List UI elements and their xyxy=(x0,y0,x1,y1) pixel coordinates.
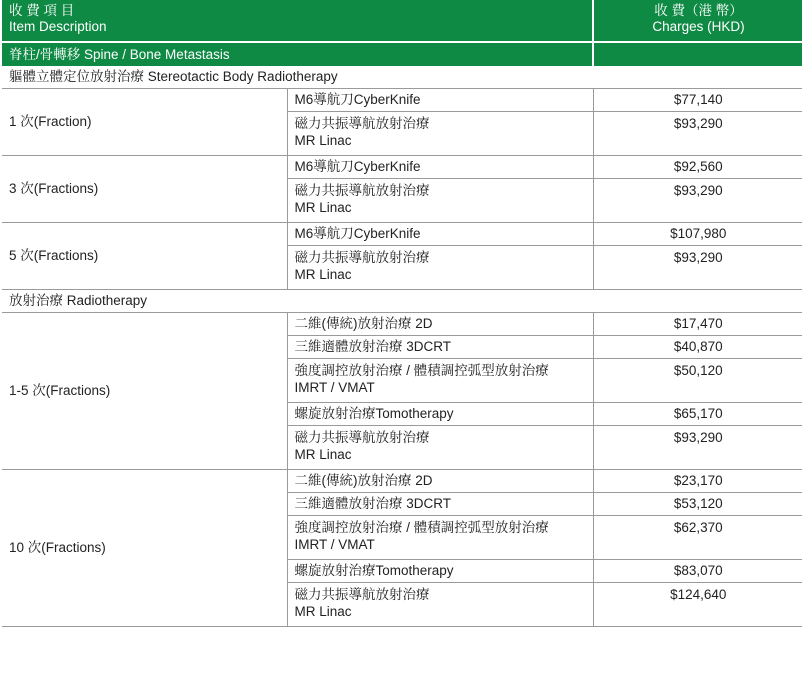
treatment-name xyxy=(287,493,593,516)
treatment-name xyxy=(287,583,593,627)
table-header xyxy=(2,0,802,42)
treatment-name-line: 磁力共振導航放射治療 xyxy=(294,250,430,265)
table-row xyxy=(2,223,802,246)
treatment-name-line: MR Linac xyxy=(294,447,352,462)
treatment-name-line: M6導航刀CyberKnife xyxy=(294,92,421,107)
treatment-name-line: M6導航刀CyberKnife xyxy=(294,159,421,174)
treatment-name-line: MR Linac xyxy=(294,133,352,148)
section-row xyxy=(2,66,802,89)
treatment-name-line: 磁力共振導航放射治療 xyxy=(294,587,430,602)
item-description-zh: 收 費 項 目 xyxy=(9,3,75,18)
charges-en: Charges (HKD) xyxy=(652,19,745,34)
category-title: 脊柱/骨轉移 Spine / Bone Metastasis xyxy=(2,42,593,66)
price-value: $62,370 xyxy=(593,516,802,560)
charges-table xyxy=(2,0,802,627)
treatment-name-line: MR Linac xyxy=(294,267,352,282)
treatment-name xyxy=(287,313,593,336)
treatment-name-line: 磁力共振導航放射治療 xyxy=(294,183,430,198)
price-value: $124,640 xyxy=(593,583,802,627)
table-row xyxy=(2,89,802,112)
treatment-name-line: MR Linac xyxy=(294,200,352,215)
treatment-name-line: M6導航刀CyberKnife xyxy=(294,226,421,241)
price-value: $23,170 xyxy=(593,470,802,493)
treatment-name xyxy=(287,359,593,403)
price-value: $40,870 xyxy=(593,336,802,359)
price-value: $92,560 xyxy=(593,156,802,179)
treatment-name xyxy=(287,156,593,179)
treatment-name-line: 二維(傳統)放射治療 2D xyxy=(294,473,433,488)
fraction-label: 5 次(Fractions) xyxy=(2,223,287,290)
treatment-name-line: 磁力共振導航放射治療 xyxy=(294,430,430,445)
charges-header xyxy=(593,0,802,42)
category-row xyxy=(2,42,802,66)
treatment-name xyxy=(287,560,593,583)
price-value: $93,290 xyxy=(593,246,802,290)
treatment-name xyxy=(287,426,593,470)
treatment-name xyxy=(287,403,593,426)
treatment-name xyxy=(287,336,593,359)
table-row xyxy=(2,313,802,336)
treatment-name-line: 螺旋放射治療Tomotherapy xyxy=(294,406,454,421)
treatment-name xyxy=(287,246,593,290)
charges-zh: 收 費（港 幣） xyxy=(654,3,743,18)
treatment-name xyxy=(287,179,593,223)
price-value: $65,170 xyxy=(593,403,802,426)
price-value: $53,120 xyxy=(593,493,802,516)
price-value: $93,290 xyxy=(593,426,802,470)
fraction-label: 10 次(Fractions) xyxy=(2,470,287,627)
treatment-name-line: IMRT / VMAT xyxy=(294,537,375,552)
treatment-name-line: 磁力共振導航放射治療 xyxy=(294,116,430,131)
treatment-name-line: 二維(傳統)放射治療 2D xyxy=(294,316,433,331)
item-description-en: Item Description xyxy=(9,19,107,34)
table-row xyxy=(2,470,802,493)
price-value: $50,120 xyxy=(593,359,802,403)
fraction-label: 3 次(Fractions) xyxy=(2,156,287,223)
section-title: 軀體立體定位放射治療 Stereotactic Body Radiotherapy xyxy=(2,66,802,89)
treatment-name-line: IMRT / VMAT xyxy=(294,380,375,395)
treatment-name xyxy=(287,89,593,112)
treatment-name-line: MR Linac xyxy=(294,604,352,619)
section-title: 放射治療 Radiotherapy xyxy=(2,290,802,313)
treatment-name xyxy=(287,112,593,156)
table-row xyxy=(2,156,802,179)
price-value: $83,070 xyxy=(593,560,802,583)
price-value: $107,980 xyxy=(593,223,802,246)
section-row xyxy=(2,290,802,313)
treatment-name xyxy=(287,223,593,246)
price-value: $17,470 xyxy=(593,313,802,336)
category-blank xyxy=(593,42,802,66)
treatment-name-line: 強度調控放射治療 / 體積調控弧型放射治療 xyxy=(294,520,549,535)
treatment-name-line: 三維適體放射治療 3DCRT xyxy=(294,496,452,511)
treatment-name xyxy=(287,516,593,560)
fraction-label: 1 次(Fraction) xyxy=(2,89,287,156)
treatment-name-line: 三維適體放射治療 3DCRT xyxy=(294,339,452,354)
item-description-header xyxy=(2,0,593,42)
fraction-label: 1-5 次(Fractions) xyxy=(2,313,287,470)
price-value: $77,140 xyxy=(593,89,802,112)
treatment-name xyxy=(287,470,593,493)
price-value: $93,290 xyxy=(593,179,802,223)
price-value: $93,290 xyxy=(593,112,802,156)
treatment-name-line: 強度調控放射治療 / 體積調控弧型放射治療 xyxy=(294,363,549,378)
treatment-name-line: 螺旋放射治療Tomotherapy xyxy=(294,563,454,578)
